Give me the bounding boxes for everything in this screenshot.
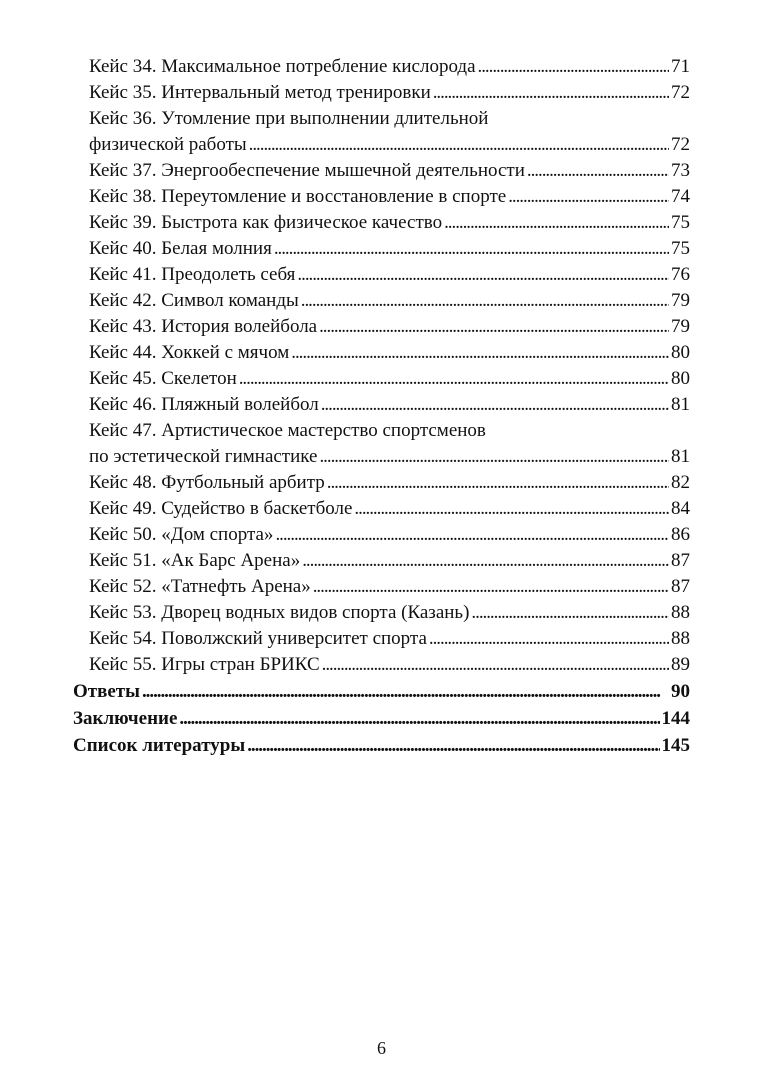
dot-leader <box>471 600 669 626</box>
toc-entry-case-41[interactable] <box>73 262 690 288</box>
dot-leader <box>429 626 669 652</box>
toc-entry-title-line1: Кейс 36. Утомление при выполнении длительной <box>89 108 489 129</box>
dot-leader <box>444 210 669 236</box>
dot-leader <box>179 705 659 732</box>
toc-entry-case-51[interactable] <box>73 548 690 574</box>
toc-entry-title: Кейс 41. Преодолеть себя <box>89 264 296 285</box>
toc-entry-page: 72 <box>671 134 690 155</box>
toc-entry-answers[interactable] <box>73 678 690 705</box>
dot-leader <box>247 732 659 759</box>
toc-entry-page: 89 <box>671 654 690 675</box>
toc-entry-case-46[interactable] <box>73 392 690 418</box>
toc-entry-case-45[interactable] <box>73 366 690 392</box>
toc-entry-title: Список литературы <box>73 735 246 756</box>
dot-leader <box>297 262 669 288</box>
toc-entry-page: 80 <box>671 342 690 363</box>
dot-leader <box>275 522 669 548</box>
dot-leader <box>322 652 669 678</box>
toc-entry-case-44[interactable] <box>73 340 690 366</box>
toc-entry-title: Кейс 34. Максимальное потребление кислорода <box>89 56 476 77</box>
toc-entry-title: Кейс 44. Хоккей с мячом <box>89 342 290 363</box>
toc-entry-page: 87 <box>671 550 690 571</box>
toc-entry-title: Кейс 42. Символ команды <box>89 290 299 311</box>
toc-entry-case-35[interactable] <box>73 80 690 106</box>
toc-entry-title: Кейс 43. История волейбола <box>89 316 318 337</box>
dot-leader <box>508 184 669 210</box>
toc-entry-page: 80 <box>671 368 690 389</box>
table-of-contents <box>73 54 690 759</box>
toc-entry-page: 79 <box>671 290 690 311</box>
toc-entry-case-53[interactable] <box>73 600 690 626</box>
toc-entry-page: 72 <box>671 82 690 103</box>
toc-entry-title-line1: Кейс 47. Артистическое мастерство спортсменов <box>89 420 486 441</box>
toc-entry-title: Кейс 54. Поволжский университет спорта <box>89 628 427 649</box>
toc-entry-references[interactable] <box>73 732 690 759</box>
dot-leader <box>239 366 669 392</box>
toc-entry-page: 76 <box>671 264 690 285</box>
toc-entry-case-40[interactable] <box>73 236 690 262</box>
toc-entry-case-36[interactable] <box>73 106 690 158</box>
dot-leader <box>319 314 669 340</box>
dot-leader <box>478 54 669 80</box>
dot-leader <box>142 678 669 705</box>
toc-entry-title: Кейс 48. Футбольный арбитр <box>89 472 325 493</box>
toc-entry-title: Кейс 45. Скелетон <box>89 368 237 389</box>
toc-entry-title: Кейс 52. «Татнефть Арена» <box>89 576 311 597</box>
toc-entry-title: Заключение <box>73 708 178 729</box>
toc-entry-page: 74 <box>671 186 690 207</box>
toc-entry-page: 86 <box>671 524 690 545</box>
toc-entry-page: 88 <box>671 628 690 649</box>
toc-entry-title: Кейс 53. Дворец водных видов спорта (Казань) <box>89 602 470 623</box>
toc-entry-title: Кейс 46. Пляжный волейбол <box>89 394 319 415</box>
dot-leader <box>321 392 669 418</box>
toc-entry-case-43[interactable] <box>73 314 690 340</box>
toc-entry-title: Кейс 49. Судейство в баскетболе <box>89 498 353 519</box>
dot-leader <box>433 80 669 106</box>
dot-leader <box>527 158 669 184</box>
toc-entry-title: Кейс 35. Интервальный метод тренировки <box>89 82 431 103</box>
toc-entry-page: 87 <box>671 576 690 597</box>
toc-entry-title: Кейс 51. «Ак Барс Арена» <box>89 550 301 571</box>
dot-leader <box>302 548 669 574</box>
toc-entry-case-39[interactable] <box>73 210 690 236</box>
toc-entry-case-50[interactable] <box>73 522 690 548</box>
page-number: 6 <box>377 1038 386 1058</box>
dot-leader <box>301 288 669 314</box>
dot-leader <box>327 470 669 496</box>
toc-entry-conclusion[interactable] <box>73 705 690 732</box>
dot-leader <box>354 496 669 522</box>
dot-leader <box>274 236 669 262</box>
toc-entry-page: 145 <box>661 735 690 756</box>
toc-entry-title: по эстетической гимнастике <box>89 446 318 467</box>
toc-entry-title: Кейс 37. Энергообеспечение мышечной деятельности <box>89 160 525 181</box>
toc-entry-page: 82 <box>671 472 690 493</box>
dot-leader <box>291 340 669 366</box>
toc-entry-title: Кейс 39. Быстрота как физическое качество <box>89 212 443 233</box>
toc-entry-case-54[interactable] <box>73 626 690 652</box>
toc-entry-title: Ответы <box>73 681 140 702</box>
toc-entry-page: 144 <box>661 708 690 729</box>
toc-entry-page: 75 <box>671 212 690 233</box>
toc-entry-case-34[interactable] <box>73 54 690 80</box>
toc-entry-page: 73 <box>671 160 690 181</box>
toc-entry-page: 79 <box>671 316 690 337</box>
toc-entry-page: 71 <box>671 56 690 77</box>
toc-entry-case-37[interactable] <box>73 158 690 184</box>
toc-entry-case-48[interactable] <box>73 470 690 496</box>
toc-entry-title: Кейс 40. Белая молния <box>89 238 272 259</box>
dot-leader <box>249 132 669 158</box>
toc-entry-page: 88 <box>671 602 690 623</box>
toc-entry-page: 75 <box>671 238 690 259</box>
toc-entry-page: 81 <box>671 446 690 467</box>
toc-entry-case-38[interactable] <box>73 184 690 210</box>
toc-entry-page: 90 <box>671 681 690 702</box>
toc-entry-case-55[interactable] <box>73 652 690 678</box>
dot-leader <box>313 574 669 600</box>
toc-entry-case-52[interactable] <box>73 574 690 600</box>
toc-entry-title: Кейс 55. Игры стран БРИКС <box>89 654 320 675</box>
toc-entry-case-47[interactable] <box>73 418 690 470</box>
toc-entry-page: 81 <box>671 394 690 415</box>
toc-entry-page: 84 <box>671 498 690 519</box>
toc-entry-case-42[interactable] <box>73 288 690 314</box>
toc-entry-title: Кейс 50. «Дом спорта» <box>89 524 274 545</box>
dot-leader <box>319 444 669 470</box>
toc-entry-title: Кейс 38. Переутомление и восстановление в спорте <box>89 186 507 207</box>
toc-entry-case-49[interactable] <box>73 496 690 522</box>
toc-entry-title: физической работы <box>89 134 247 155</box>
